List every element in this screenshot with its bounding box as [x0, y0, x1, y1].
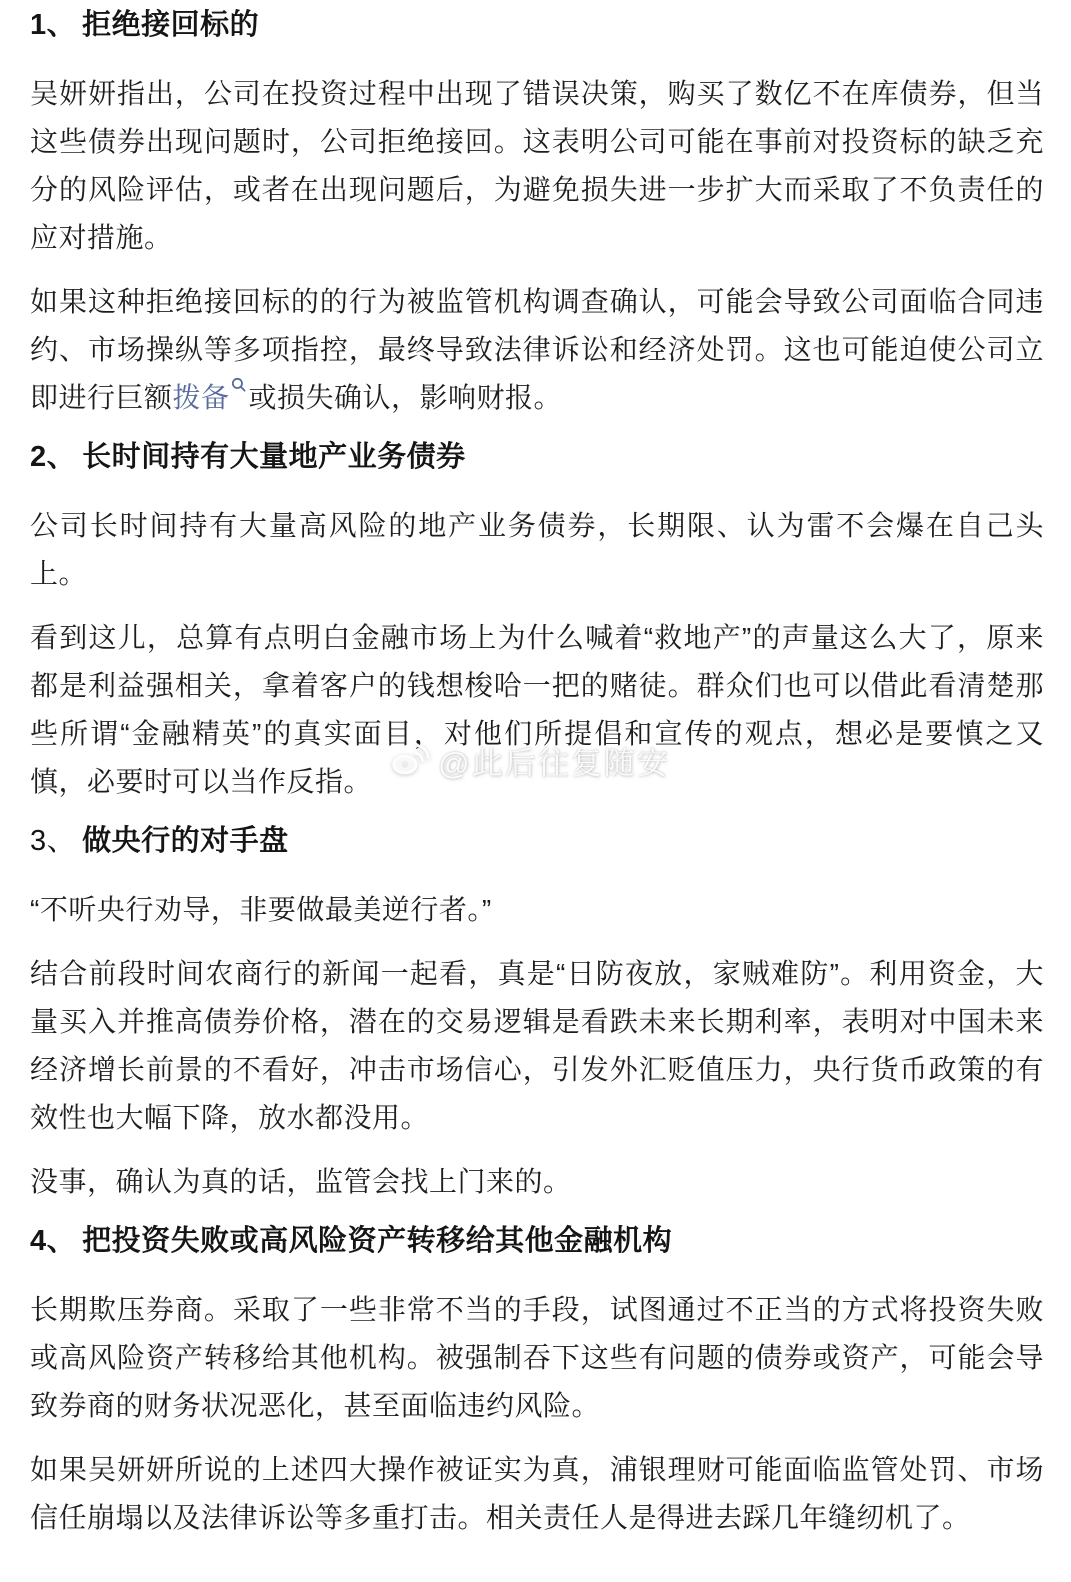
paragraph: “不听央行劝导，非要做最美逆行者。”	[30, 894, 492, 925]
paragraph	[30, 278, 1044, 422]
section-2	[30, 438, 1044, 806]
search-icon	[231, 377, 247, 393]
paragraph: 看到这儿，总算有点明白金融市场上为什么喊着“救地产”的声量这么大了，原来都是利益强相关，拿着客户的钱想梭哈一把的赌徒。群众们也可以借此看清楚那些所谓“金融精英”的真实面目，对他们所提倡和宣传的观点，想必是要慎之又慎，必要时可以当作反指。	[30, 622, 1044, 797]
heading-title: 把投资失败或高风险资产转移给其他金融机构	[82, 1225, 673, 1257]
section-3-heading	[30, 822, 1044, 860]
paragraph: 没事，确认为真的话，监管会找上门来的。	[30, 1166, 572, 1197]
section-4-heading	[30, 1222, 1044, 1260]
heading-title: 长时间持有大量地产业务债券	[82, 441, 466, 473]
section-2-heading	[30, 438, 1044, 476]
section-1-heading	[30, 6, 1044, 44]
paragraph: 吴妍妍指出，公司在投资过程中出现了错误决策，购买了数亿不在库债券，但当这些债券出现问题时，公司拒绝接回。这表明公司可能在事前对投资标的缺乏充分的风险评估，或者在出现问题后，为避免损失进一步扩大而采取了不负责任的应对措施。	[30, 78, 1044, 253]
entity-link-label: 拨备	[172, 382, 230, 413]
heading-number: 2、	[30, 441, 77, 473]
heading-title: 拒绝接回标的	[82, 9, 260, 41]
entity-link-bobei[interactable]	[173, 382, 249, 413]
paragraph: 结合前段时间农商行的新闻一起看，真是“日防夜放，家贼难防”。利用资金，大量买入并推高债券价格，潜在的交易逻辑是看跌未来长期利率，表明对中国未来经济增长前景的不看好，冲击市场信心，引发外汇贬值压力，央行货币政策的有效性也大幅下降，放水都没用。	[30, 958, 1044, 1133]
paragraph-text: 或损失确认，影响财报。	[248, 382, 563, 413]
section-4	[30, 1222, 1044, 1542]
section-3	[30, 822, 1044, 1206]
paragraph-text: 如果这种拒绝接回标的的行为被监管机构调查确认，可能会导致公司面临合同违约、市场操纵等多项指控，最终导致法律诉讼和经济处罚。这也可能迫使公司立即进行巨额	[30, 286, 1044, 413]
section-1	[30, 6, 1044, 422]
heading-title: 做央行的对手盘	[82, 825, 289, 857]
heading-number: 1、	[30, 9, 77, 41]
paragraph: 公司长时间持有大量高风险的地产业务债券，长期限、认为雷不会爆在自己头上。	[30, 510, 1044, 589]
watermark-handle: @此后往复随安	[438, 746, 670, 781]
paragraph: 长期欺压券商。采取了一些非常不当的手段，试图通过不正当的方式将投资失败或高风险资产转移给其他机构。被强制吞下这些有问题的债券或资产，可能会导致券商的财务状况恶化，甚至面临违约风险。	[30, 1294, 1044, 1421]
heading-number: 4、	[30, 1225, 77, 1257]
heading-number: 3、	[30, 825, 77, 857]
paragraph: 如果吴妍妍所说的上述四大操作被证实为真，浦银理财可能面临监管处罚、市场信任崩塌以及法律诉讼等多重打击。相关责任人是得进去踩几年缝纫机了。	[30, 1454, 1044, 1533]
